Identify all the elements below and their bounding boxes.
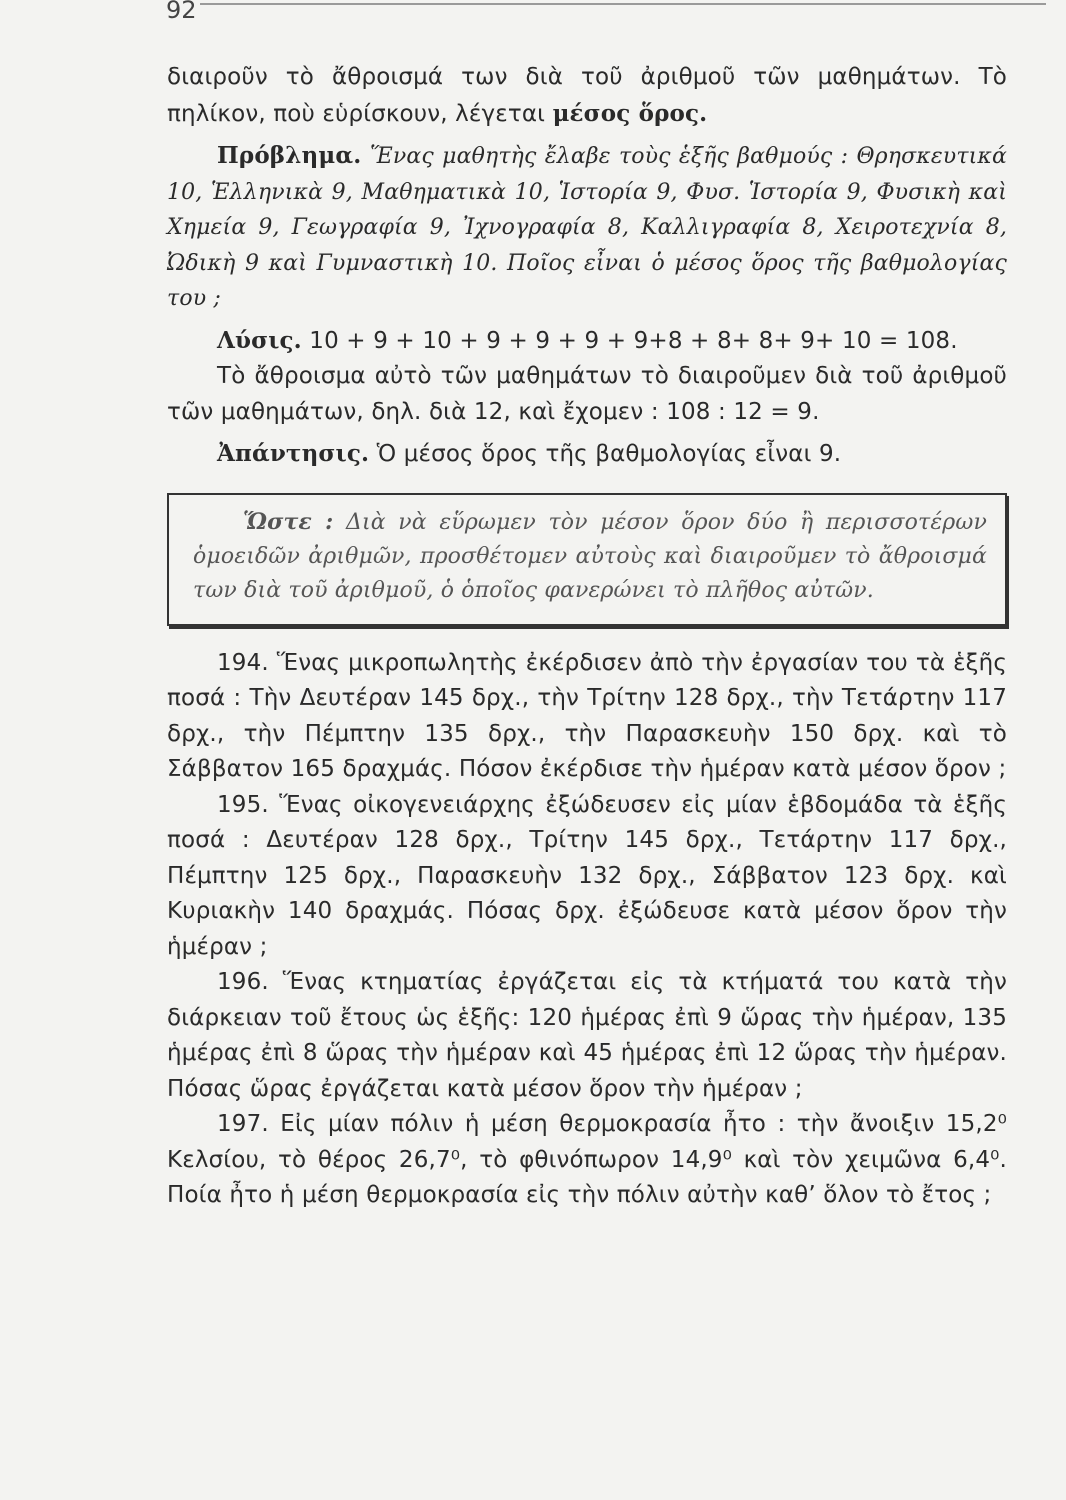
exercise-194 <box>167 646 1007 788</box>
intro-paragraph <box>167 60 1007 132</box>
exercise-text: Ἕνας οἰκογενειάρχης ἐξώδευσεν εἰς μίαν ἑβδομάδα τὰ ἑξῆς ποσά : Δευτέραν 128 δρχ., Τρίτην 145 δρχ., Τετάρτην 117 δρχ., Πέμπτην 125 δρχ., Παρασκευὴν 132 δρχ., Σάββατον 123 δρχ. καὶ Κυριακὴν 140 δραχμάς. Πόσας δρχ. ἐξώδευσε κατὰ μέσον ὅρον τὴν ἡμέραν ; <box>167 791 1007 960</box>
exercise-text: Εἰς μίαν πόλιν ἡ μέση θερμοκρασία ἦτο : τὴν ἄνοιξιν 15,2⁰ Κελσίου, τὸ θέρος 26,7⁰, τὸ φθινόπωρον 14,9⁰ καὶ τὸν χειμῶνα 6,4⁰. Ποία ἦτο ἡ μέση θερμοκρασία εἰς τὴν πόλιν αὐτὴν καθ’ ὅλον τὸ ἔτος ; <box>167 1111 1007 1208</box>
solution-label: Λύσις. <box>217 326 302 354</box>
rule-lead: Ὥστε : <box>243 508 334 535</box>
exercise-number: 197. <box>217 1111 269 1137</box>
solution-explanation: Τὸ ἄθροισμα αὐτὸ τῶν μαθημάτων τὸ διαιροῦμεν διὰ τοῦ ἀριθμοῦ τῶν μαθημάτων, δηλ. διὰ 12, καὶ ἔχομεν : 108 : 12 = 9. <box>167 363 1007 425</box>
exercise-list <box>167 646 1007 1214</box>
problem-text: Ἕνας μαθητὴς ἔλαβε τοὺς ἑξῆς βαθμούς : Θρησκευτικά 10, Ἑλληνικὰ 9, Μαθηματικὰ 10, Ἱστορία 9, Φυσ. Ἱστορία 9, Φυσικὴ καὶ Χημεία 9, Γεωγραφία 9, Ἰχνογραφία 8, Καλλιγραφία 8, Χειροτεχνία 8, Ὠδικὴ 9 καὶ Γυμναστικὴ 10. Ποῖος εἶναι ὁ μέσος ὅρος τῆς βαθμολογίας του ; <box>167 144 1007 311</box>
solution-equation: 10 + 9 + 10 + 9 + 9 + 9 + 9+8 + 8+ 8+ 9+ 10 = 108. <box>309 327 958 354</box>
exercise-195 <box>167 788 1007 966</box>
exercise-text: Ἕνας μικροπωλητὴς ἐκέρδισεν ἀπὸ τὴν ἐργασίαν του τὰ ἑξῆς ποσά : Τὴν Δευτέραν 145 δρχ., τὴν Τρίτην 128 δρχ., τὴν Τετάρτην 117 δρχ., τὴν Πέμπτην 135 δρχ., τὴν Παρασκευὴν 150 δρχ. καὶ τὸ Σάββατον 165 δραχμάς. Πόσον ἐκέρδισε τὴν ἡμέραν κατὰ μέσον ὅρον ; <box>167 649 1008 782</box>
answer-paragraph <box>167 436 1007 473</box>
header-rule <box>200 3 1046 5</box>
answer-text: Ὁ μέσος ὅρος τῆς βαθμολογίας εἶναι 9. <box>376 441 842 467</box>
page-content <box>167 60 1007 1214</box>
answer-label: Ἀπάντησις. <box>217 440 370 467</box>
intro-text: διαιροῦν τὸ ἄθροισμά των διὰ τοῦ ἀριθμοῦ τῶν μαθημάτων. Τὸ πηλίκον, ποὺ εὑρίσκουν, λέγεται <box>167 64 1007 127</box>
exercise-number: 196. <box>217 969 269 995</box>
rule-text: Διὰ νὰ εὕρωμεν τὸν μέσον ὅρον δύο ἢ περισσοτέρων ὁμοειδῶν ἀριθμῶν, προσθέτομεν αὐτοὺς καὶ διαιροῦμεν τὸ ἄθροισμά των διὰ τοῦ ἀριθμοῦ, ὁ ὁποῖος φανερώνει τὸ πλῆθος αὐτῶν. <box>193 509 987 603</box>
problem-paragraph <box>167 138 1007 317</box>
rule-box <box>167 493 1007 626</box>
intro-term: μέσος ὅρος. <box>552 99 708 127</box>
exercise-number: 195. <box>217 791 269 818</box>
problem-label: Πρόβλημα. <box>217 142 362 169</box>
exercise-number: 194. <box>217 649 269 676</box>
exercise-197 <box>167 1107 1007 1214</box>
solution-paragraph <box>167 323 1007 360</box>
exercise-196 <box>167 965 1007 1107</box>
rule-paragraph <box>193 505 987 608</box>
exercise-text: Ἕνας κτηματίας ἐργάζεται εἰς τὰ κτήματά του κατὰ τὴν διάρκειαν τοῦ ἔτους ὡς ἑξῆς: 120 ἡμέρας ἐπὶ 9 ὥρας τὴν ἡμέραν, 135 ἡμέρας ἐπὶ 8 ὥρας τὴν ἡμέραν καὶ 45 ἡμέρας ἐπὶ 12 ὥρας τὴν ἡμέραν. Πόσας ὥρας ἐργάζεται κατὰ μέσον ὅρον τὴν ἡμέραν ; <box>167 969 1007 1102</box>
page-number: 92 <box>166 0 197 24</box>
